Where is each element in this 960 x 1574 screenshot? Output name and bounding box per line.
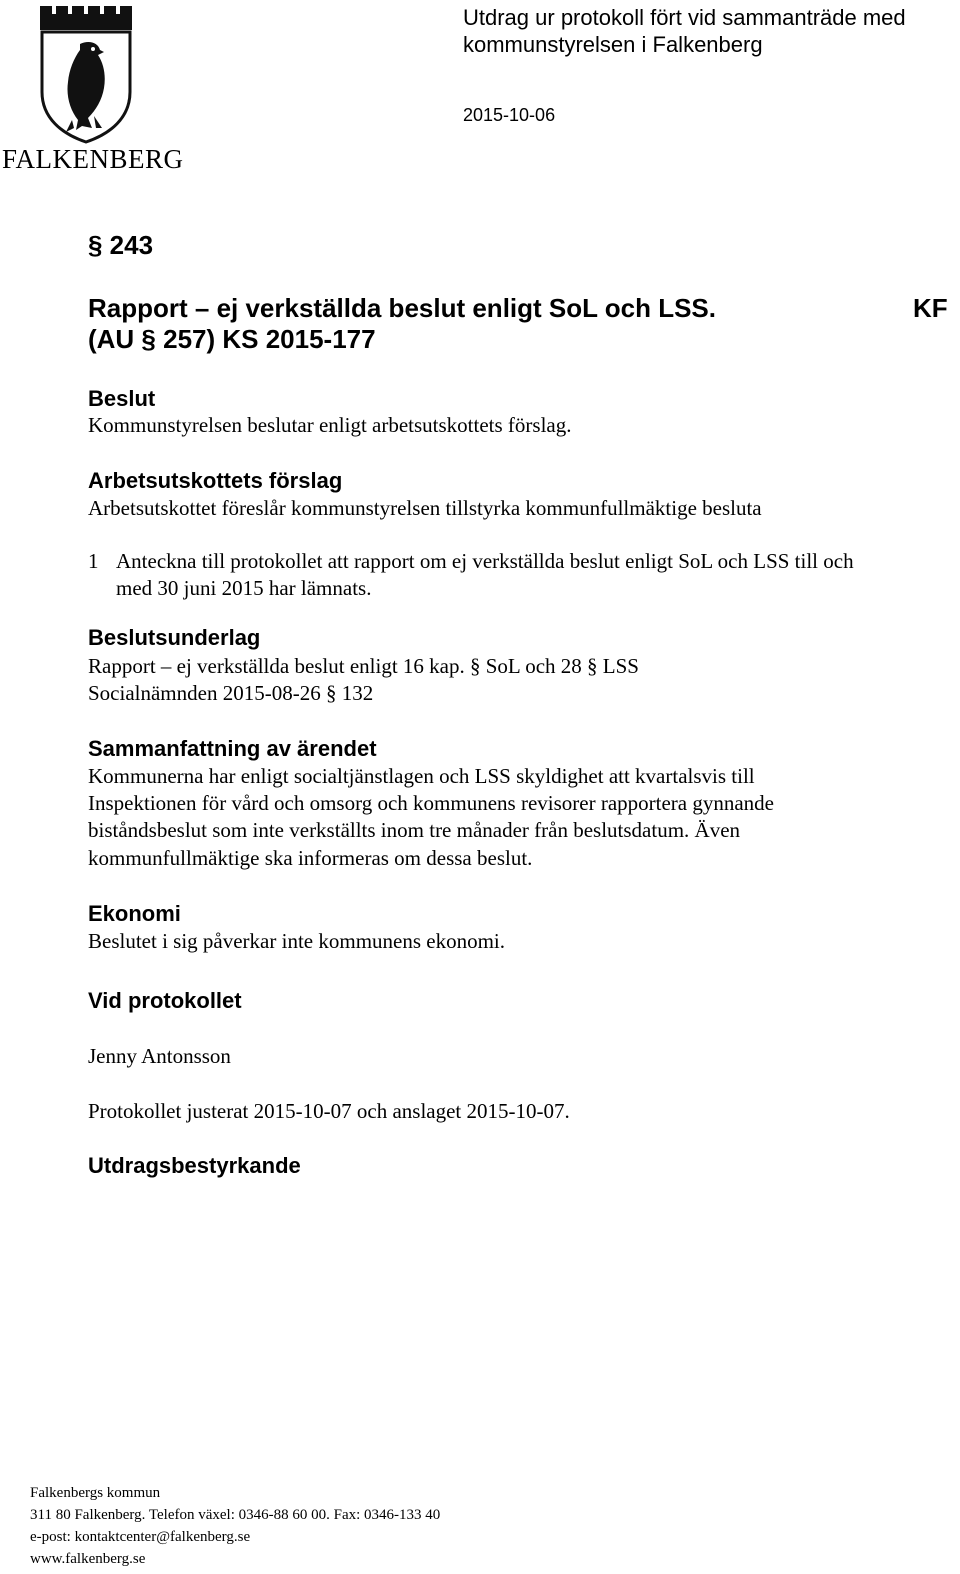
underlag-line1: Rapport – ej verkställda beslut enligt 16 kap. § SoL och 28 § LSS xyxy=(88,654,639,678)
falcon-coat-of-arms-icon xyxy=(0,0,180,145)
sammanfattning-line2: Inspektionen för vård och omsorg och kommunens revisorer rapportera gynnande xyxy=(88,791,774,815)
header-title-line2: kommunstyrelsen i Falkenberg xyxy=(463,32,763,57)
beslut-heading: Beslut xyxy=(88,386,156,411)
ekonomi-heading: Ekonomi xyxy=(88,901,181,926)
logo-wordmark: FALKENBERG xyxy=(2,144,184,174)
forslag-item-number: 1 xyxy=(88,549,99,573)
document-header-title xyxy=(463,4,953,58)
protokoll-justerat: Protokollet justerat 2015-10-07 och anslaget 2015-10-07. xyxy=(88,1099,570,1123)
footer xyxy=(30,1482,440,1570)
section-title-line1: Rapport – ej verkställda beslut enligt SoL och LSS. xyxy=(88,293,716,323)
sammanfattning-line1: Kommunerna har enligt socialtjänstlagen och LSS skyldighet att kvartalsvis till xyxy=(88,764,755,788)
protokoll-heading: Vid protokollet xyxy=(88,988,242,1013)
kf-label: KF xyxy=(913,293,948,323)
forslag-item-line2: med 30 juni 2015 har lämnats. xyxy=(116,576,372,600)
forslag-item-line1: Anteckna till protokollet att rapport om ej verkställda beslut enligt SoL och LSS till och xyxy=(116,549,854,573)
underlag-heading: Beslutsunderlag xyxy=(88,625,261,650)
forslag-heading: Arbetsutskottets förslag xyxy=(88,468,343,493)
header-title-line1: Utdrag ur protokoll fört vid sammanträde med xyxy=(463,5,906,30)
sammanfattning-line3: biståndsbeslut som inte verkställts inom tre månader från beslutsdatum. Även xyxy=(88,818,741,842)
forslag-text: Arbetsutskottet föreslår kommunstyrelsen tillstyrka kommunfullmäktige besluta xyxy=(88,496,762,520)
protokoll-name: Jenny Antonsson xyxy=(88,1044,231,1068)
ekonomi-text: Beslutet i sig påverkar inte kommunens ekonomi. xyxy=(88,929,506,953)
document-date: 2015-10-06 xyxy=(463,105,556,125)
footer-address: 311 80 Falkenberg. Telefon växel: 0346-88 60 00. Fax: 0346-133 40 xyxy=(30,1507,441,1523)
bestyrkande-heading: Utdragsbestyrkande xyxy=(88,1153,301,1178)
sammanfattning-heading: Sammanfattning av ärendet xyxy=(88,736,377,761)
underlag-line2: Socialnämnden 2015-08-26 § 132 xyxy=(88,681,374,705)
paragraph-number: § 243 xyxy=(88,230,154,260)
sammanfattning-line4: kommunfullmäktige ska informeras om dessa beslut. xyxy=(88,846,533,870)
footer-web: www.falkenberg.se xyxy=(30,1551,146,1567)
beslut-text: Kommunstyrelsen beslutar enligt arbetsutskottets förslag. xyxy=(88,413,572,437)
footer-org: Falkenbergs kommun xyxy=(30,1485,161,1501)
section-title-line2: (AU § 257) KS 2015-177 xyxy=(88,324,376,354)
footer-email: e-post: kontaktcenter@falkenberg.se xyxy=(30,1529,251,1545)
